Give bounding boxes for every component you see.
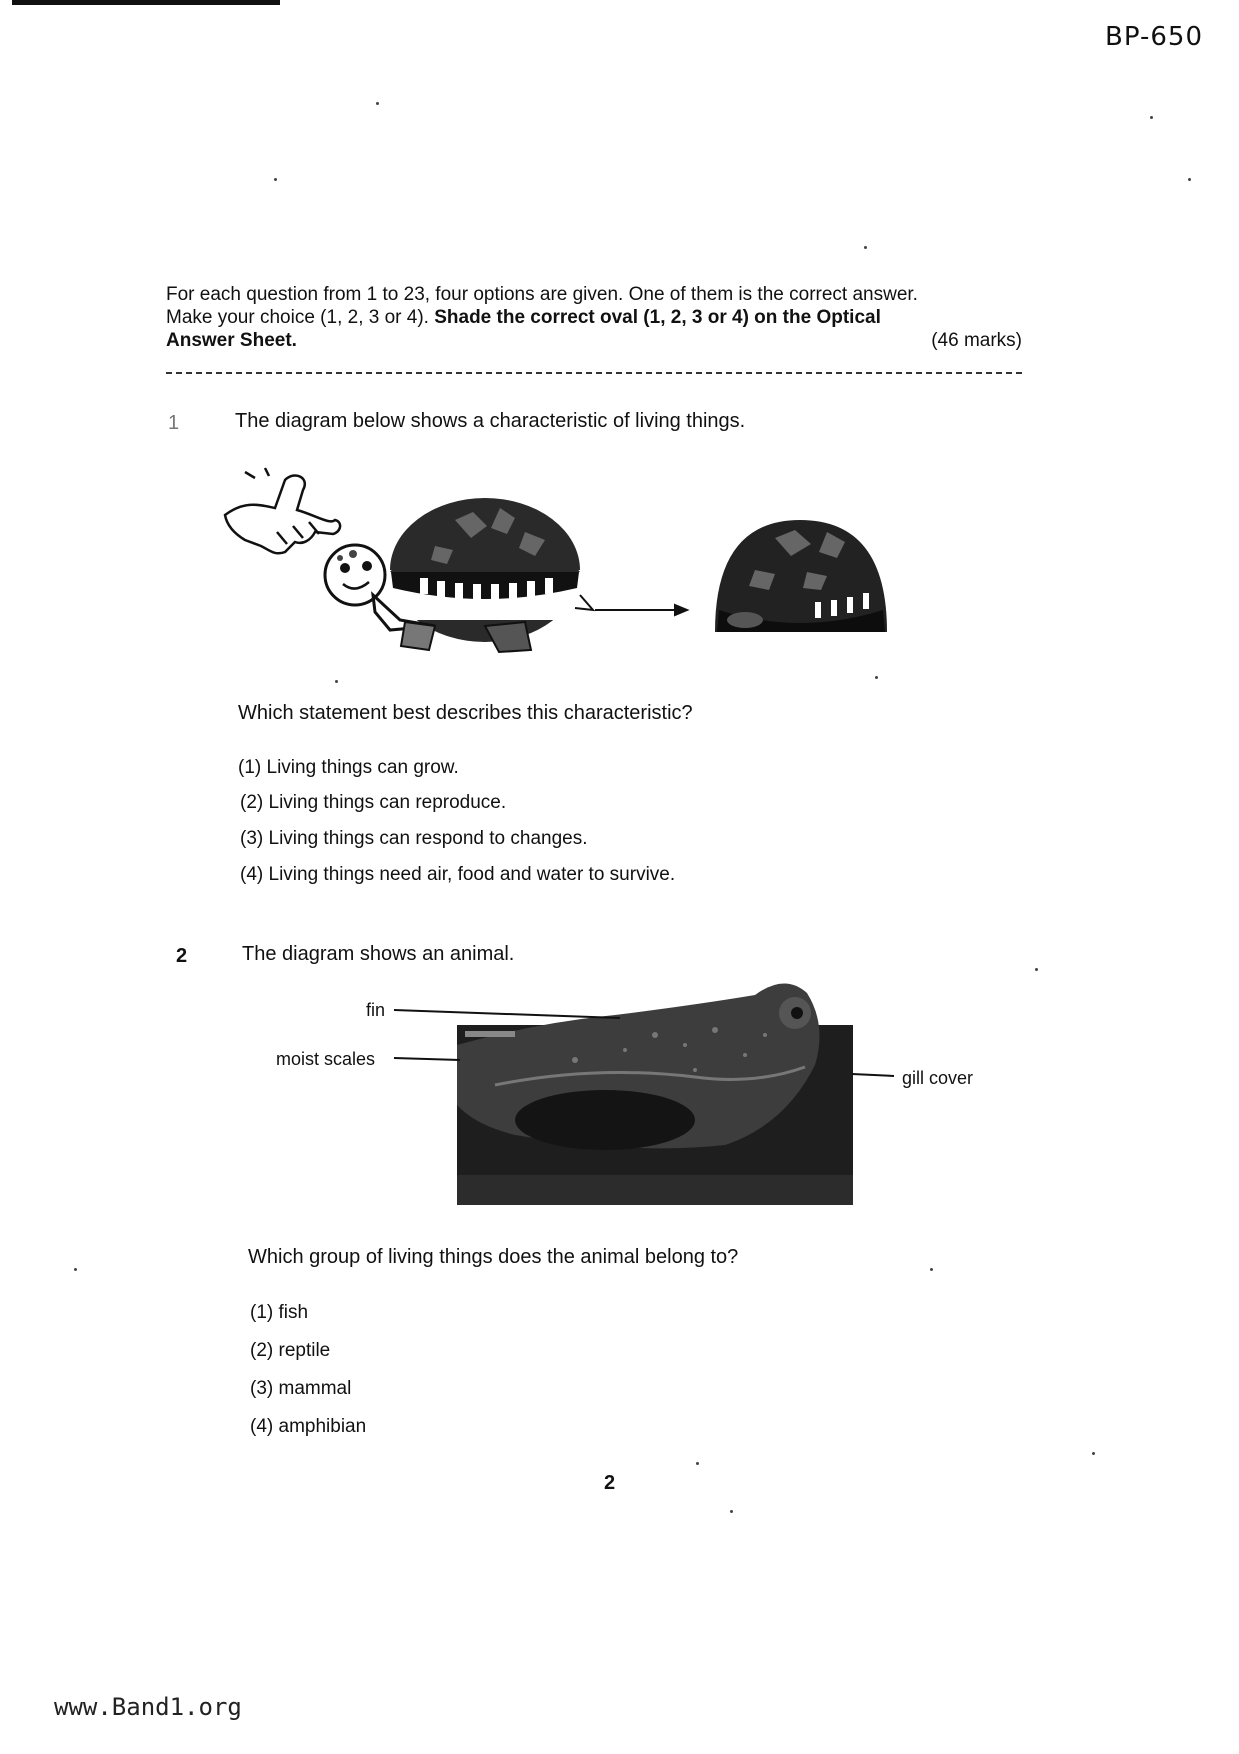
question-2-stem: Which group of living things does the animal belong to?: [248, 1246, 739, 1268]
separator-rule: [166, 372, 1022, 374]
question-1-prompt: The diagram below shows a characteristic of living things.: [235, 410, 746, 432]
scan-speck: [74, 1268, 77, 1271]
tortoise-icon: [325, 498, 593, 652]
question-1-option-4: (4) Living things need air, food and water to survive.: [240, 864, 676, 885]
top-edge-line: [12, 0, 280, 5]
total-marks: (46 marks): [931, 330, 1022, 351]
question-2-prompt: The diagram shows an animal.: [242, 943, 515, 965]
label-gill-cover: gill cover: [902, 1068, 974, 1088]
scan-speck: [1188, 178, 1191, 181]
page-number: 2: [604, 1472, 616, 1494]
tortoise-diagram: [215, 460, 935, 670]
scan-speck: [274, 178, 277, 181]
question-1-option-2: (2) Living things can reproduce.: [240, 792, 507, 813]
scan-speck: [864, 246, 867, 249]
instructions-line-1: For each question from 1 to 23, four options are given. One of them is the correct answer.: [166, 284, 918, 305]
label-moist-scales: moist scales: [276, 1049, 376, 1069]
instructions-line-3: Answer Sheet.: [166, 330, 297, 351]
hand-icon: [225, 468, 340, 553]
instructions-line-2: Make your choice (1, 2, 3 or 4). Shade the correct oval (1, 2, 3 or 4) on the Optical: [166, 307, 881, 328]
question-number-1: 1: [168, 412, 180, 434]
scan-speck: [930, 1268, 933, 1271]
question-1-stem: Which statement best describes this characteristic?: [238, 702, 693, 724]
scan-speck: [1150, 116, 1153, 119]
scan-speck: [376, 102, 379, 105]
instructions-block: [166, 283, 1022, 352]
scan-speck: [1092, 1452, 1095, 1455]
question-1-option-3: (3) Living things can respond to changes.: [240, 828, 588, 849]
tortoise-shell-icon: [715, 520, 887, 632]
question-2-option-3: (3) mammal: [250, 1378, 352, 1399]
scan-speck: [875, 676, 878, 679]
footer-website: www.Band1.org: [54, 1693, 242, 1721]
question-2-option-1: (1) fish: [250, 1302, 309, 1323]
scan-speck: [1035, 968, 1038, 971]
question-2-option-4: (4) amphibian: [250, 1416, 367, 1437]
label-fin: fin: [366, 1000, 386, 1020]
scan-speck: [335, 680, 338, 683]
label-leader-lines: [390, 990, 920, 1090]
question-number-2: 2: [176, 945, 188, 967]
question-2-option-2: (2) reptile: [250, 1340, 331, 1361]
scan-speck: [730, 1510, 733, 1513]
arrow-right-icon: [595, 605, 687, 615]
question-1-option-1: (1) Living things can grow.: [238, 757, 459, 778]
scan-speck: [696, 1462, 699, 1465]
paper-code: BP-650: [1105, 22, 1203, 52]
